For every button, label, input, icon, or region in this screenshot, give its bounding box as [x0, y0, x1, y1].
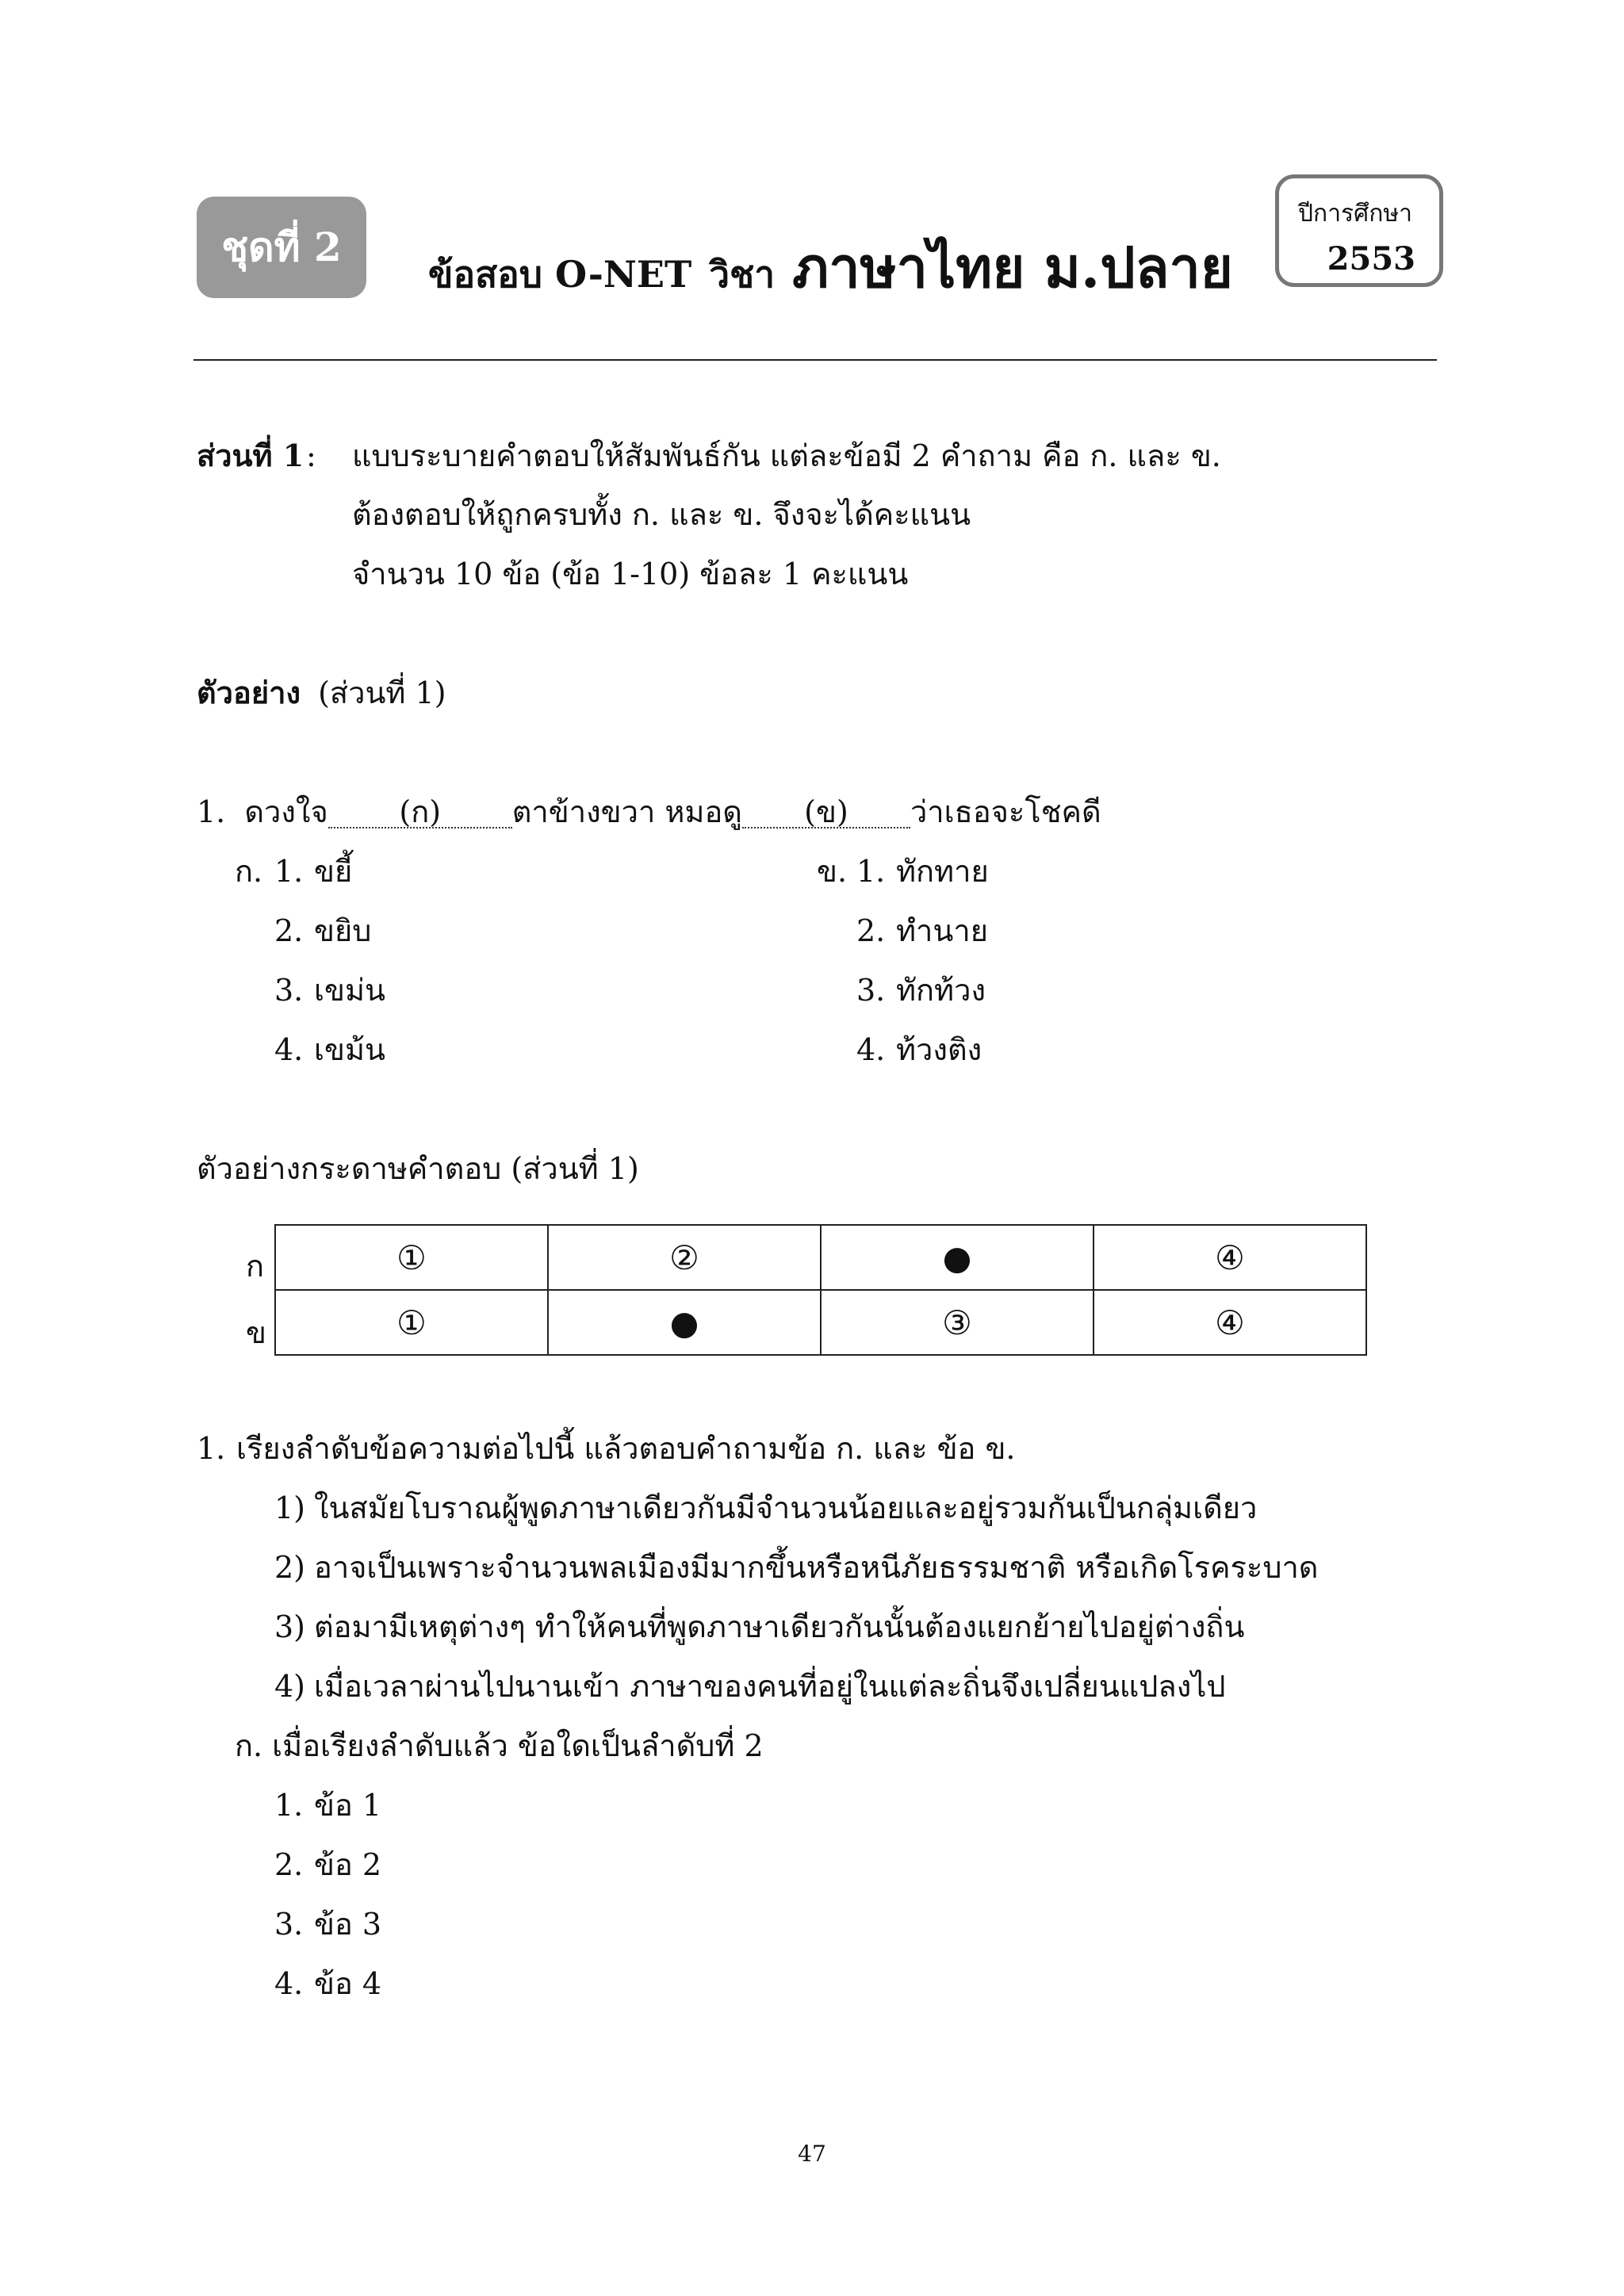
exam-label: ข้อสอบ O-NET	[428, 253, 692, 296]
option-number: 1.	[274, 854, 304, 889]
statement-number: 2)	[274, 1550, 306, 1585]
statement-number: 3)	[274, 1609, 306, 1644]
example-heading-suffix: (ส่วนที่ 1)	[318, 675, 446, 710]
answer-bubble-filled: ●	[548, 1290, 821, 1355]
answer-bubble: ④	[1094, 1225, 1366, 1290]
sub-question: ก. เมื่อเรียงลำดับแล้ว ข้อใดเป็นลำดับที่ 2	[235, 1728, 764, 1763]
choice-text: ข้อ 4	[314, 1966, 382, 2001]
example-heading	[197, 675, 446, 710]
year-value: 2553	[1327, 240, 1415, 277]
part-colon: :	[306, 438, 316, 473]
exam-title	[428, 224, 1233, 312]
group-kho-label: ข.	[817, 854, 848, 889]
choice-text: ข้อ 1	[314, 1788, 382, 1823]
answer-bubble-filled: ●	[821, 1225, 1094, 1290]
answer-row-label: ก	[246, 1249, 265, 1284]
option-number: 3.	[856, 973, 886, 1008]
answer-sheet-heading: ตัวอย่างกระดาษคำตอบ (ส่วนที่ 1)	[197, 1151, 639, 1186]
statement-number: 1)	[274, 1490, 306, 1525]
subject-title: ภาษาไทย ม.ปลาย	[792, 235, 1233, 300]
option-text: ทำนาย	[896, 913, 988, 948]
option-number: 2.	[856, 913, 886, 948]
choice-number: 4.	[274, 1966, 304, 2001]
answer-bubble: ②	[548, 1225, 821, 1290]
page-number: 47	[798, 2141, 826, 2167]
option-text: ท้วงติง	[896, 1032, 982, 1067]
example-question	[197, 794, 1101, 829]
header-divider	[193, 359, 1437, 361]
option-text: ขยี้	[314, 854, 353, 889]
question-prompt: เรียงลำดับข้อความต่อไปนี้ แล้วตอบคำถามข้อ ก. และ ข้อ ข.	[236, 1431, 1016, 1466]
option-text: เขม่น	[314, 973, 385, 1008]
answer-bubble: ①	[275, 1225, 548, 1290]
part-label: ส่วนที่ 1	[197, 438, 304, 473]
choice-number: 2.	[274, 1847, 304, 1882]
statement-text: ในสมัยโบราณผู้พูดภาษาเดียวกันมีจำนวนน้อยและอยู่รวมกันเป็นกลุ่มเดียว	[314, 1490, 1258, 1525]
statement-text: อาจเป็นเพราะจำนวนพลเมืองมีมากขึ้นหรือหนีภัยธรรมชาติ หรือเกิดโรคระบาด	[314, 1550, 1319, 1585]
subject-prefix: วิชา	[709, 253, 776, 296]
year-label: ปีการศึกษา	[1298, 200, 1412, 228]
answer-row-kho	[275, 1290, 1366, 1355]
answer-row-ko	[275, 1225, 1366, 1290]
statement-number: 4)	[274, 1669, 306, 1704]
option-text: ขยิบ	[314, 913, 372, 948]
option-number: 4.	[274, 1032, 304, 1067]
answer-bubble: ④	[1094, 1290, 1366, 1355]
blank-kho: (ข)	[742, 797, 910, 828]
choice-number: 3.	[274, 1907, 304, 1942]
set-badge	[197, 197, 366, 298]
choice-number: 1.	[274, 1788, 304, 1823]
answer-sheet-table	[274, 1224, 1367, 1356]
part-instruction-line: จำนวน 10 ข้อ (ข้อ 1-10) ข้อละ 1 คะแนน	[352, 557, 909, 591]
answer-bubble: ①	[275, 1290, 548, 1355]
option-number: 4.	[856, 1032, 886, 1067]
answer-bubble: ③	[821, 1290, 1094, 1355]
statement-text: เมื่อเวลาผ่านไปนานเข้า ภาษาของคนที่อยู่ในแต่ละถิ่นจึงเปลี่ยนแปลงไป	[314, 1669, 1226, 1704]
example-question-number: 1.	[197, 794, 226, 829]
group-ko-label: ก.	[235, 854, 263, 889]
option-number: 2.	[274, 913, 304, 948]
statement-text: ต่อมามีเหตุต่างๆ ทำให้คนที่พูดภาษาเดียวกันนั้นต้องแยกย้ายไปอยู่ต่างถิ่น	[314, 1609, 1245, 1644]
set-label: ชุดที่ 2	[221, 223, 342, 270]
option-text: เขม้น	[314, 1032, 385, 1067]
choice-text: ข้อ 2	[314, 1847, 382, 1882]
question-number: 1.	[197, 1431, 226, 1466]
example-question-text: ว่าเธอจะโชคดี	[910, 794, 1101, 829]
part-instruction-line: แบบระบายคำตอบให้สัมพันธ์กัน แต่ละข้อมี 2 คำถาม คือ ก. และ ข.	[352, 438, 1221, 473]
option-text: ทักท้วง	[896, 973, 986, 1008]
choice-text: ข้อ 3	[314, 1907, 382, 1942]
option-number: 3.	[274, 973, 304, 1008]
part-instruction-line: ต้องตอบให้ถูกครบทั้ง ก. และ ข. จึงจะได้คะแนน	[352, 497, 971, 532]
blank-ko: (ก)	[328, 797, 512, 828]
academic-year-box	[1275, 174, 1443, 287]
example-heading-label: ตัวอย่าง	[197, 675, 301, 710]
option-number: 1.	[856, 854, 886, 889]
example-question-text: ตาข้างขวา หมอดู	[511, 794, 742, 829]
option-text: ทักทาย	[896, 854, 989, 889]
example-question-text: ดวงใจ	[244, 794, 328, 829]
answer-row-label: ข	[246, 1315, 266, 1350]
